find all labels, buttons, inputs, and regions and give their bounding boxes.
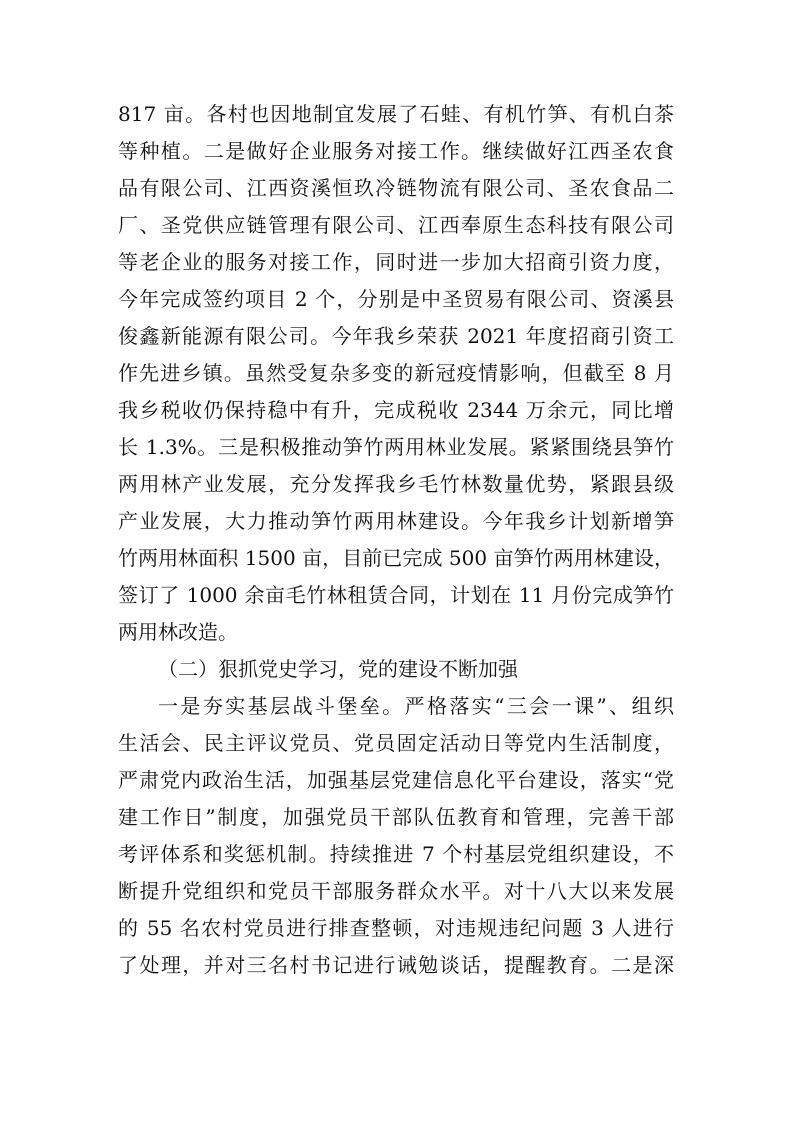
text-line: 俊鑫新能源有限公司。今年我乡荣获 2021 年度招商引资工 (118, 324, 674, 348)
text-line: 等老企业的服务对接工作，同时进一步加大招商引资力度， (118, 250, 674, 274)
section-heading: （二）狠抓党史学习，党的建设不断加强 (158, 657, 518, 681)
text-line: 品有限公司、江西资溪恒玖冷链物流有限公司、圣农食品二 (118, 176, 674, 200)
text-line: 厂、圣党供应链管理有限公司、江西奉原生态科技有限公司 (118, 213, 674, 237)
text-line: 两用林改造。 (118, 620, 238, 644)
text-line: 了处理，并对三名村书记进行诫勉谈话，提醒教育。二是深 (118, 953, 674, 977)
text-line: 签订了 1000 余亩毛竹林租赁合同，计划在 11 月份完成笋竹 (118, 583, 674, 607)
text-line: 长 1.3%。三是积极推动笋竹两用林业发展。紧紧围绕县笋竹 (118, 435, 674, 459)
text-line: 考评体系和奖惩机制。持续推进 7 个村基层党组织建设，不 (118, 842, 674, 866)
text-line: 作先进乡镇。虽然受复杂多变的新冠疫情影响，但截至 8 月 (118, 361, 674, 385)
text-line: 严肃党内政治生活，加强基层党建信息化平台建设，落实“党 (118, 768, 674, 792)
text-line: 今年完成签约项目 2 个，分别是中圣贸易有限公司、资溪县 (118, 287, 674, 311)
paragraph-party-building (118, 688, 674, 984)
document-body (118, 96, 674, 984)
text-line: 竹两用林面积 1500 亩，目前已完成 500 亩笋竹两用林建设， (118, 546, 674, 570)
text-line: 生活会、民主评议党员、党员固定活动日等党内生活制度， (118, 731, 674, 755)
text-line: 建工作日”制度，加强党员干部队伍教育和管理，完善干部 (118, 805, 674, 829)
text-line: 断提升党组织和党员干部服务群众水平。对十八大以来发展 (118, 879, 674, 903)
text-line: 817 亩。各村也因地制宜发展了石蛙、有机竹笋、有机白茶 (118, 102, 674, 126)
text-line: 一是夯实基层战斗堡垒。严格落实“三会一课”、组织 (158, 694, 674, 718)
paragraph-industry-development (118, 96, 674, 651)
text-line: 我乡税收仍保持稳中有升，完成税收 2344 万余元，同比增 (118, 398, 674, 422)
text-line: 的 55 名农村党员进行排查整顿，对违规违纪问题 3 人进行 (118, 916, 674, 940)
text-line: 等种植。二是做好企业服务对接工作。继续做好江西圣农食 (118, 139, 674, 163)
text-line: 产业发展，大力推动笋竹两用林建设。今年我乡计划新增笋 (118, 509, 674, 533)
text-line: 两用林产业发展，充分发挥我乡毛竹林数量优势，紧跟县级 (118, 472, 674, 496)
